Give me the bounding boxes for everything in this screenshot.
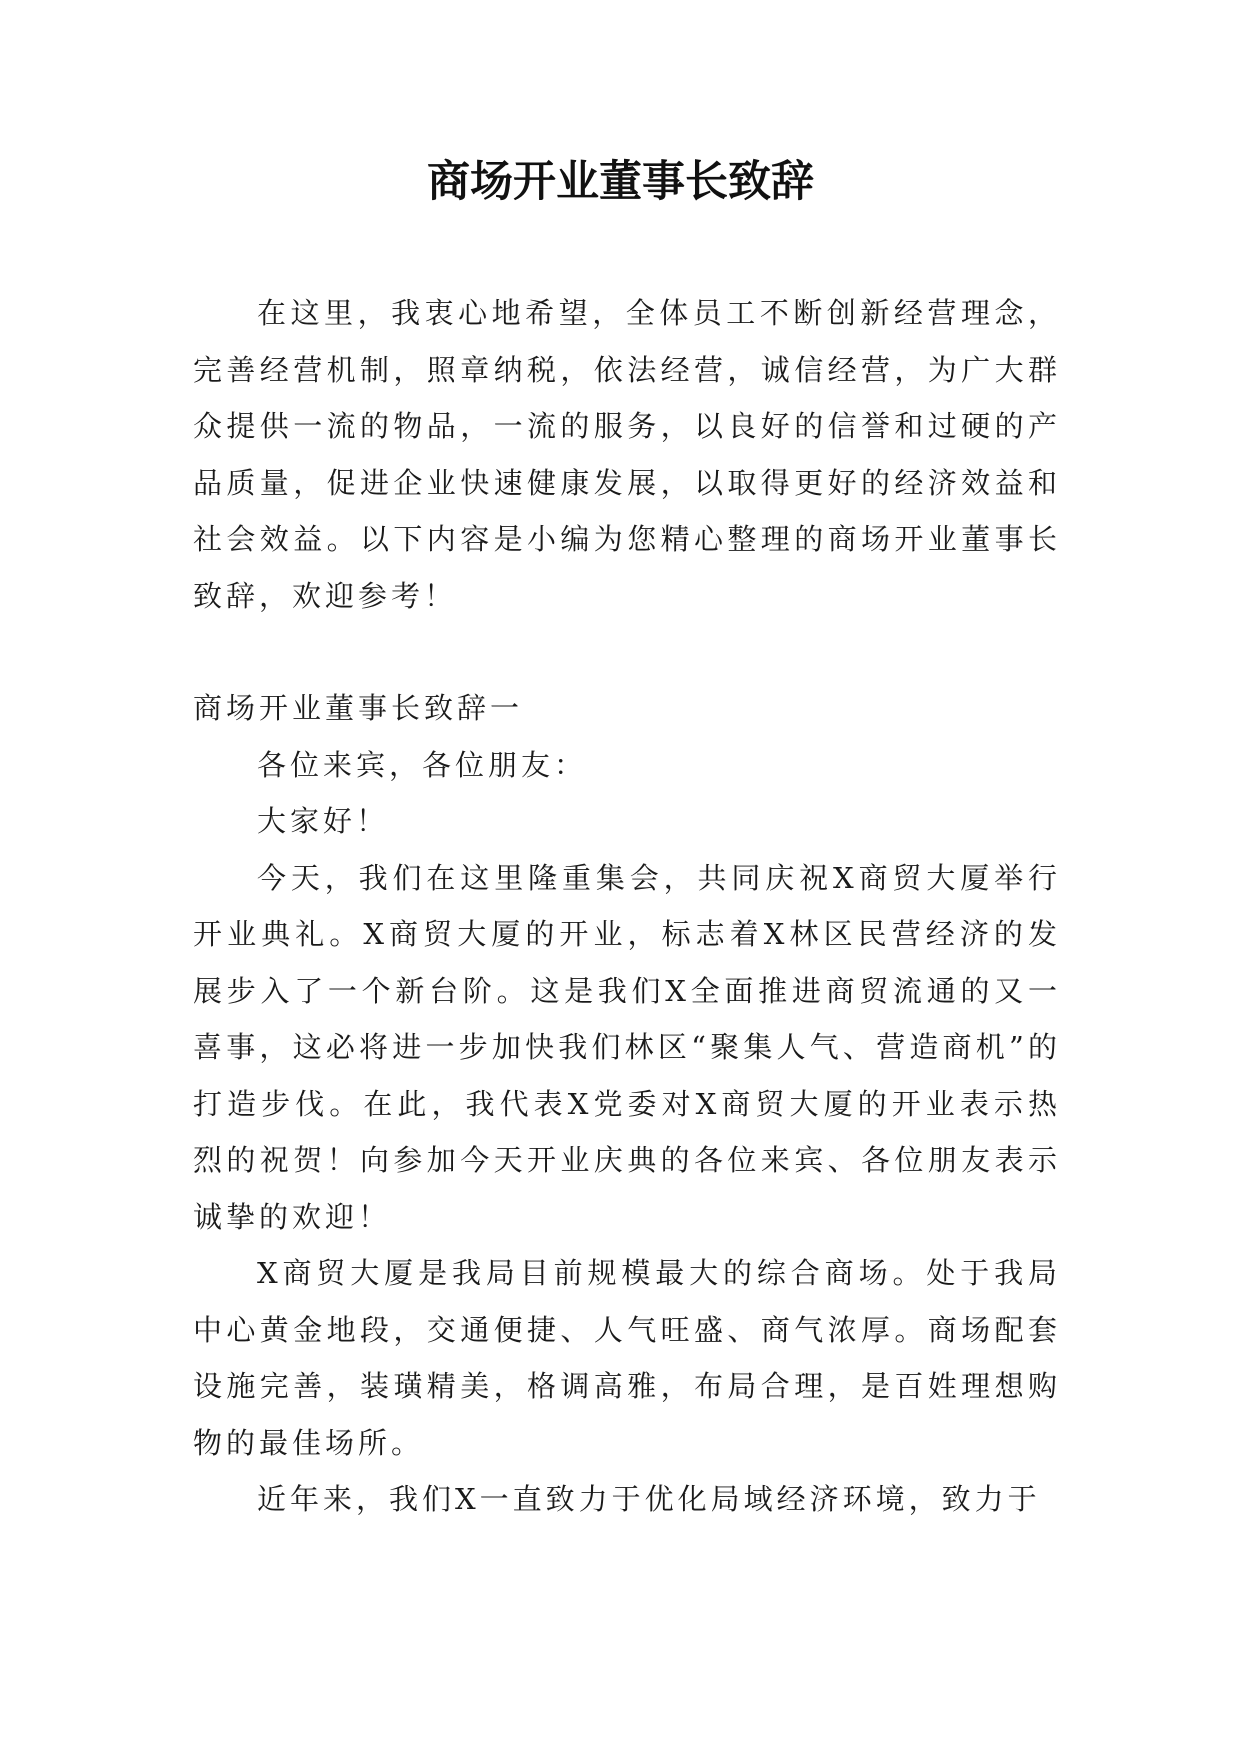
document-title: 商场开业董事长致辞 (427, 157, 814, 207)
document-body (193, 285, 1061, 1528)
body-paragraph: X商贸大厦是我局目前规模最大的综合商场。处于我局中心黄金地段，交通便捷、人气旺盛、商气浓厚。商场配套设施完善，装璜精美，格调高雅，布局合理，是百姓理想购物的最佳场所。 (193, 1256, 1061, 1460)
intro-paragraph: 在这里，我衷心地希望，全体员工不断创新经营理念，完善经营机制，照章纳税，依法经营，诚信经营，为广大群众提供一流的物品，一流的服务，以良好的信誉和过硬的产品质量，促进企业快速健康发展，以取得更好的经济效益和社会效益。以下内容是小编为您精心整理的商场开业董事长致辞，欢迎参考！ (193, 296, 1061, 613)
salutation-line: 各位来宾，各位朋友： (257, 747, 588, 782)
body-paragraph: 今天，我们在这里隆重集会，共同庆祝X商贸大厦举行开业典礼。X商贸大厦的开业，标志着X林区民营经济的发展步入了一个新台阶。这是我们X全面推进商贸流通的又一喜事，这必将进一步加快我们林区“聚集人气、营造商机”的打造步伐。在此，我代表X党委对X商贸大厦的开业表示热烈的祝贺！向参加今天开业庆典的各位来宾、各位朋友表示诚挚的欢迎！ (193, 860, 1061, 1234)
greeting-line: 大家好！ (257, 804, 390, 838)
body-paragraph: 近年来，我们X一直致力于优化局域经济环境，致力于 (257, 1482, 1041, 1516)
section-heading: 商场开业董事长致辞一 (193, 691, 524, 725)
